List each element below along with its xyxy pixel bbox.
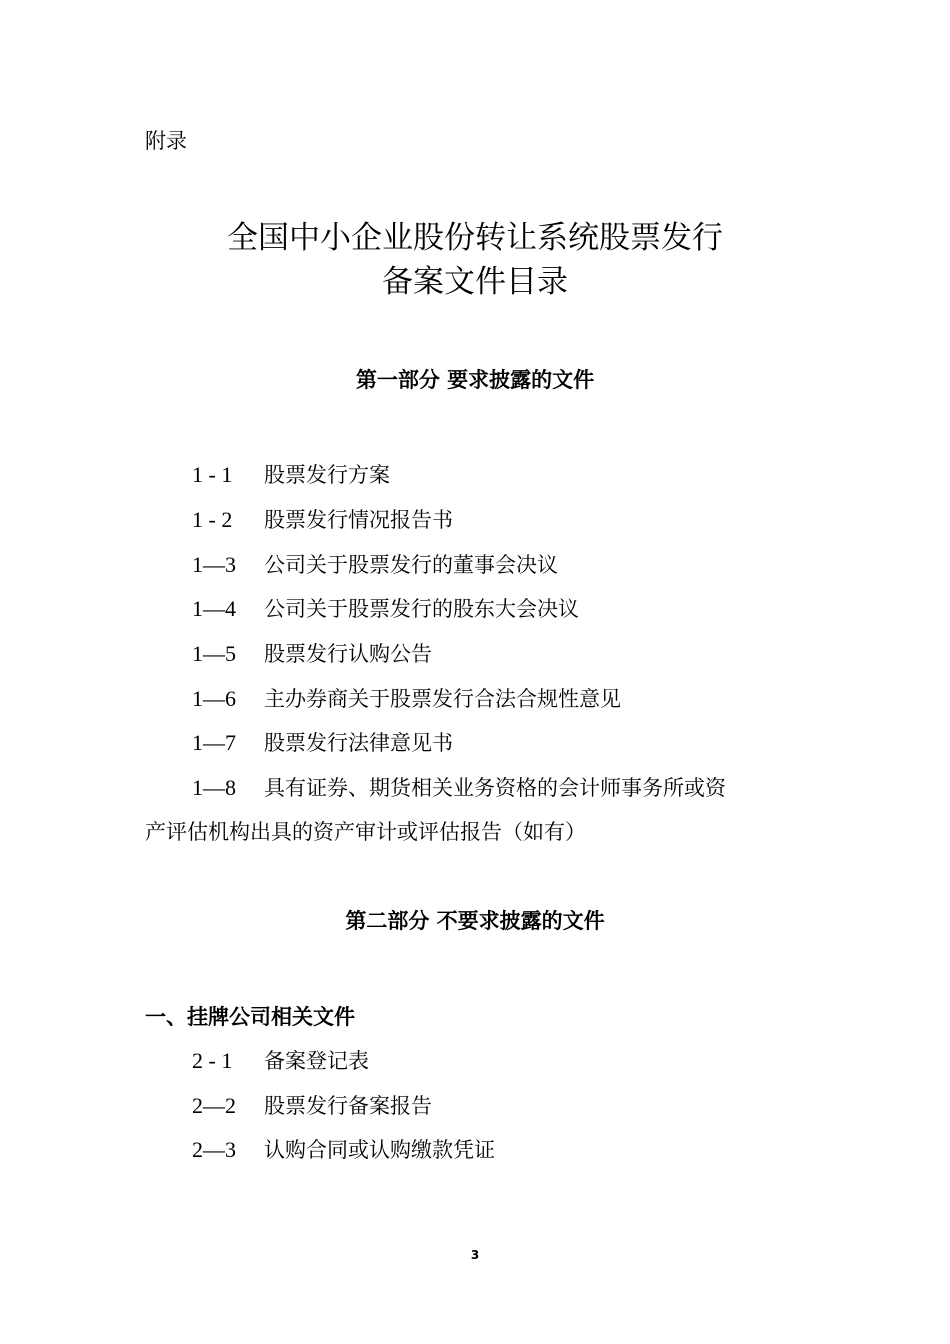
appendix-label: 附录: [145, 129, 187, 153]
list-item: [192, 685, 621, 713]
item-text: 认购合同或认购缴款凭证: [264, 1138, 495, 1162]
list-item: [192, 595, 579, 623]
subsection-heading: 一、挂牌公司相关文件: [145, 1005, 355, 1029]
item-text: 股票发行方案: [264, 463, 390, 487]
list-item: [192, 774, 726, 802]
list-item: [192, 1092, 432, 1120]
item-number: 1 - 1: [192, 462, 233, 487]
item-number: 1 - 2: [192, 507, 233, 532]
item-text: 股票发行法律意见书: [264, 731, 453, 755]
item-text: 具有证券、期货相关业务资格的会计师事务所或资: [264, 776, 726, 800]
part2-heading: 第二部分 不要求披露的文件: [345, 909, 605, 933]
list-item: [192, 506, 453, 534]
list-item: [192, 640, 432, 668]
list-item: [192, 1047, 369, 1075]
item-number: 1—3: [192, 552, 236, 577]
item-number: 2—2: [192, 1093, 236, 1118]
item-number: 1—4: [192, 596, 236, 621]
item-text: 备案登记表: [264, 1049, 369, 1073]
item-text: 公司关于股票发行的董事会决议: [264, 553, 558, 577]
part1-heading: 第一部分 要求披露的文件: [355, 368, 595, 392]
item-number: 2—3: [192, 1137, 236, 1162]
list-item-continuation: 产评估机构出具的资产审计或评估报告（如有）: [145, 820, 586, 844]
item-number: 1—8: [192, 775, 236, 800]
item-text: 股票发行备案报告: [264, 1094, 432, 1118]
list-item: [192, 461, 390, 489]
list-item: [192, 551, 558, 579]
document-title-line-2: 备案文件目录: [382, 264, 568, 300]
page-number: 3: [470, 1248, 480, 1262]
list-item: [192, 729, 453, 757]
item-text: 股票发行情况报告书: [264, 508, 453, 532]
item-text: 公司关于股票发行的股东大会决议: [264, 597, 579, 621]
item-number: 2 - 1: [192, 1048, 233, 1073]
item-number: 1—6: [192, 686, 236, 711]
item-number: 1—5: [192, 641, 236, 666]
item-number: 1—7: [192, 730, 236, 755]
item-text: 股票发行认购公告: [264, 642, 432, 666]
item-text: 主办券商关于股票发行合法合规性意见: [264, 687, 621, 711]
document-title-line-1: 全国中小企业股份转让系统股票发行: [227, 220, 723, 256]
list-item: [192, 1136, 495, 1164]
